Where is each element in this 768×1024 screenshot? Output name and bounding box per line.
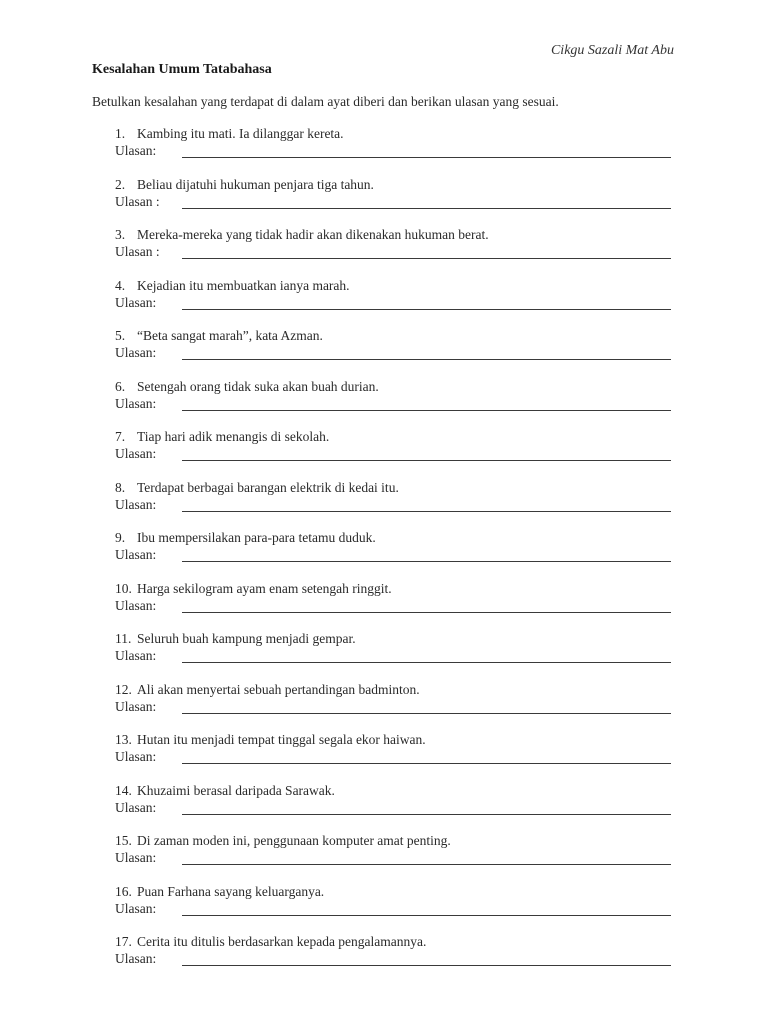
question-sentence <box>115 227 489 243</box>
ulasan-label: Ulasan: <box>115 698 157 714</box>
question-text: Kejadian itu membuatkan ianya marah. <box>137 277 350 293</box>
question-list <box>0 126 768 985</box>
ulasan-label: Ulasan: <box>115 951 157 966</box>
ulasan-label: Ulasan: <box>115 446 157 461</box>
question-sentence <box>115 884 324 900</box>
question-text: Tiap hari adik menangis di sekolah. <box>137 429 330 444</box>
question-item <box>0 884 768 935</box>
question-sentence <box>115 530 376 546</box>
question-text: Di zaman moden ini, penggunaan komputer amat penting. <box>137 833 451 848</box>
answer-line[interactable] <box>182 208 671 209</box>
question-item <box>0 833 768 884</box>
answer-line[interactable] <box>182 662 671 663</box>
answer-line[interactable] <box>182 157 671 158</box>
answer-line[interactable] <box>182 864 671 865</box>
question-sentence <box>115 682 420 698</box>
question-sentence <box>115 480 399 496</box>
instruction-text: Betulkan kesalahan yang terdapat di dalam ayat diberi dan berikan ulasan yang sesuai. <box>92 94 559 109</box>
question-item <box>0 278 768 329</box>
question-text: Ali akan menyertai sebuah pertandingan badminton. <box>137 681 420 697</box>
question-text: Khuzaimi berasal daripada Sarawak. <box>137 782 335 798</box>
answer-line[interactable] <box>182 359 671 360</box>
question-sentence <box>115 934 426 950</box>
question-text: Beliau dijatuhi hukuman penjara tiga tahun. <box>137 176 374 192</box>
answer-line[interactable] <box>182 410 671 411</box>
question-item <box>0 581 768 632</box>
ulasan-label: Ulasan: <box>115 345 157 360</box>
question-sentence <box>115 328 323 344</box>
ulasan-label: Ulasan: <box>115 597 157 613</box>
question-number: 5. <box>115 328 126 343</box>
question-text: Mereka-mereka yang tidak hadir akan dikenakan hukuman berat. <box>137 227 489 242</box>
question-sentence <box>115 379 379 395</box>
question-item <box>0 177 768 228</box>
answer-line[interactable] <box>182 258 671 259</box>
question-sentence <box>115 783 335 799</box>
answer-line[interactable] <box>182 460 671 461</box>
question-sentence <box>115 126 344 142</box>
ulasan-label: Ulasan: <box>115 547 157 562</box>
page-title: Kesalahan Umum Tatabahasa <box>92 62 272 77</box>
question-number: 14. <box>115 782 132 798</box>
question-item <box>0 631 768 682</box>
answer-line[interactable] <box>182 713 671 714</box>
question-number: 4. <box>115 277 126 293</box>
question-item <box>0 429 768 480</box>
question-sentence <box>115 429 329 445</box>
question-text: Puan Farhana sayang keluarganya. <box>137 883 325 899</box>
question-text: Kambing itu mati. Ia dilanggar kereta. <box>137 126 344 141</box>
ulasan-label: Ulasan: <box>115 648 157 663</box>
question-item <box>0 227 768 278</box>
question-item <box>0 379 768 430</box>
question-number: 12. <box>115 681 132 697</box>
question-number: 11. <box>115 631 132 646</box>
question-number: 7. <box>115 429 126 444</box>
answer-line[interactable] <box>182 814 671 815</box>
question-sentence <box>115 581 392 597</box>
question-text: Setengah orang tidak suka akan buah durian. <box>137 378 379 394</box>
ulasan-label: Ulasan: <box>115 900 157 916</box>
question-text: Hutan itu menjadi tempat tinggal segala ekor haiwan. <box>137 732 426 747</box>
question-text: “Beta sangat marah”, kata Azman. <box>137 328 323 343</box>
ulasan-label: Ulasan : <box>115 193 160 209</box>
question-item <box>0 530 768 581</box>
question-number: 8. <box>115 479 126 495</box>
question-number: 15. <box>115 833 132 848</box>
ulasan-label: Ulasan: <box>115 749 157 764</box>
question-item <box>0 934 768 985</box>
question-item <box>0 126 768 177</box>
question-item <box>0 328 768 379</box>
question-number: 17. <box>115 934 132 949</box>
question-sentence <box>115 631 356 647</box>
answer-line[interactable] <box>182 763 671 764</box>
question-number: 13. <box>115 732 132 747</box>
answer-line[interactable] <box>182 612 671 613</box>
question-item <box>0 783 768 834</box>
answer-line[interactable] <box>182 915 671 916</box>
question-number: 2. <box>115 176 126 192</box>
ulasan-label: Ulasan: <box>115 799 157 815</box>
question-text: Harga sekilogram ayam enam setengah ringgit. <box>137 580 392 596</box>
ulasan-label: Ulasan: <box>115 395 157 411</box>
author-name: Cikgu Sazali Mat Abu <box>550 43 674 58</box>
question-number: 10. <box>115 580 132 596</box>
question-text: Cerita itu ditulis berdasarkan kepada pengalamannya. <box>137 934 427 949</box>
ulasan-label: Ulasan: <box>115 496 157 512</box>
question-item <box>0 682 768 733</box>
ulasan-label: Ulasan: <box>115 850 157 865</box>
answer-line[interactable] <box>182 309 671 310</box>
question-sentence <box>115 732 426 748</box>
question-sentence <box>115 177 374 193</box>
ulasan-label: Ulasan: <box>115 143 157 158</box>
question-number: 16. <box>115 883 132 899</box>
question-text: Terdapat berbagai barangan elektrik di kedai itu. <box>137 479 399 495</box>
question-text: Ibu mempersilakan para-para tetamu duduk. <box>137 530 376 545</box>
question-number: 1. <box>115 126 126 141</box>
question-item <box>0 732 768 783</box>
question-number: 6. <box>115 378 126 394</box>
question-sentence <box>115 833 451 849</box>
answer-line[interactable] <box>182 965 671 966</box>
answer-line[interactable] <box>182 561 671 562</box>
ulasan-label: Ulasan: <box>115 294 157 310</box>
answer-line[interactable] <box>182 511 671 512</box>
question-number: 3. <box>115 227 126 242</box>
question-number: 9. <box>115 530 126 545</box>
ulasan-label: Ulasan : <box>115 244 160 259</box>
question-item <box>0 480 768 531</box>
question-text: Seluruh buah kampung menjadi gempar. <box>137 631 356 646</box>
question-sentence <box>115 278 350 294</box>
